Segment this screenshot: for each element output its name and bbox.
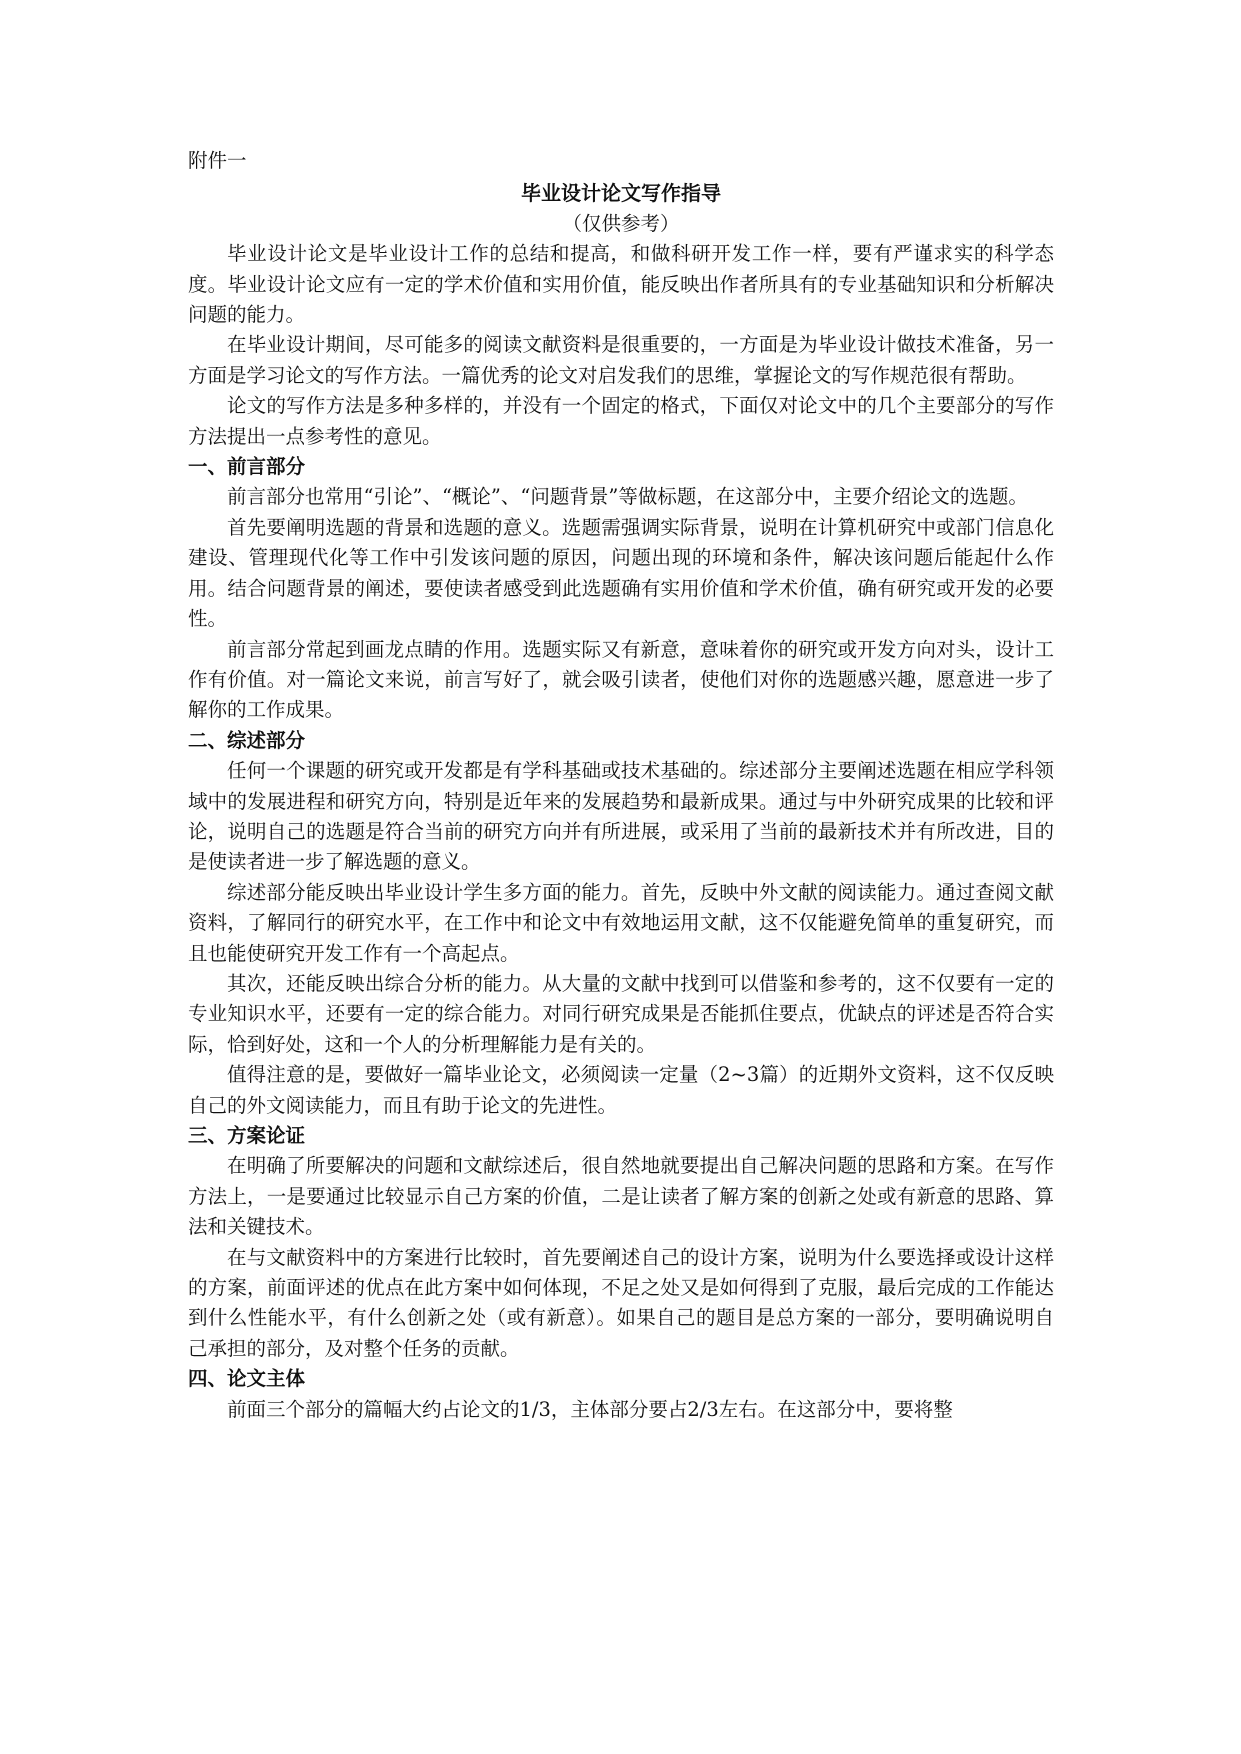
body-paragraph: 任何一个课题的研究或开发都是有学科基础或技术基础的。综述部分主要阐述选题在相应学科领域中的发展进程和研究方向，特别是近年来的发展趋势和最新成果。通过与中外研究成果的比较和评论，说明自己的选题是符合当前的研究方向并有所进展，或采用了当前的最新技术并有所改进，目的是使读者进一步了解选题的意义。	[188, 759, 1054, 874]
document-title: 毕业设计论文写作指导	[521, 181, 721, 206]
body-paragraph: 其次，还能反映出综合分析的能力。从大量的文献中找到可以借鉴和参考的，这不仅要有一定的专业知识水平，还要有一定的综合能力。对同行研究成果是否能抓住要点，优缺点的评述是否符合实际，恰到好处，这和一个人的分析理解能力是有关的。	[188, 971, 1054, 1056]
body-paragraph: 在明确了所要解决的问题和文献综述后，很自然地就要提出自己解决问题的思路和方案。在写作方法上，一是要通过比较显示自己方案的价值，二是让读者了解方案的创新之处或有新意的思路、算法和关键技术。	[188, 1154, 1054, 1239]
document-subtitle: （仅供参考）	[562, 211, 680, 235]
body-paragraph: 综述部分能反映出毕业设计学生多方面的能力。首先，反映中外文献的阅读能力。通过查阅文献资料，了解同行的研究水平，在工作中和论文中有效地运用文献，这不仅能避免简单的重复研究，而且也能使研究开发工作有一个高起点。	[188, 880, 1054, 965]
section-heading-proposal: 三、方案论证	[188, 1124, 306, 1147]
body-paragraph: 首先要阐明选题的背景和选题的意义。选题需强调实际背景，说明在计算机研究中或部门信息化建设、管理现代化等工作中引发该问题的原因，问题出现的环境和条件，解决该问题后能起什么作用。结合问题背景的阐述，要使读者感受到此选题确有实用价值和学术价值，确有研究或开发的必要性。	[188, 515, 1054, 631]
body-paragraph: 前面三个部分的篇幅大约占论文的1/3，主体部分要占2/3左右。在这部分中，要将整	[227, 1397, 953, 1421]
document-page	[188, 146, 1054, 1425]
intro-paragraph: 论文的写作方法是多种多样的，并没有一个固定的格式，下面仅对论文中的几个主要部分的写作方法提出一点参考性的意见。	[188, 394, 1054, 448]
attachment-label: 附件一	[188, 149, 247, 172]
section-heading-preface: 一、前言部分	[188, 455, 306, 479]
section-heading-review: 二、综述部分	[188, 728, 306, 752]
body-paragraph: 前言部分常起到画龙点睛的作用。选题实际又有新意，意味着你的研究或开发方向对头，设计工作有价值。对一篇论文来说，前言写好了，就会吸引读者，使他们对你的选题感兴趣，愿意进一步了解你的工作成果。	[188, 637, 1054, 722]
section-heading-main-body: 四、论文主体	[188, 1367, 306, 1391]
body-paragraph: 在与文献资料中的方案进行比较时，首先要阐述自己的设计方案，说明为什么要选择或设计这样的方案，前面评述的优点在此方案中如何体现，不足之处又是如何得到了克服，最后完成的工作能达到什么性能水平，有什么创新之处（或有新意）。如果自己的题目是总方案的一部分，要明确说明自己承担的部分，及对整个任务的贡献。	[188, 1245, 1054, 1360]
body-paragraph: 前言部分也常用“引论”、“概论”、“问题背景”等做标题，在这部分中，主要介绍论文的选题。	[227, 485, 1028, 509]
body-paragraph: 值得注意的是，要做好一篇毕业论文，必须阅读一定量（2~3篇）的近期外文资料，这不仅反映自己的外文阅读能力，而且有助于论文的先进性。	[188, 1063, 1054, 1117]
intro-paragraph: 在毕业设计期间，尽可能多的阅读文献资料是很重要的，一方面是为毕业设计做技术准备，另一方面是学习论文的写作方法。一篇优秀的论文对启发我们的思维，掌握论文的写作规范很有帮助。	[188, 333, 1054, 387]
intro-paragraph: 毕业设计论文是毕业设计工作的总结和提高，和做科研开发工作一样，要有严谨求实的科学态度。毕业设计论文应有一定的学术价值和实用价值，能反映出作者所具有的专业基础知识和分析解决问题的能力。	[188, 242, 1054, 327]
